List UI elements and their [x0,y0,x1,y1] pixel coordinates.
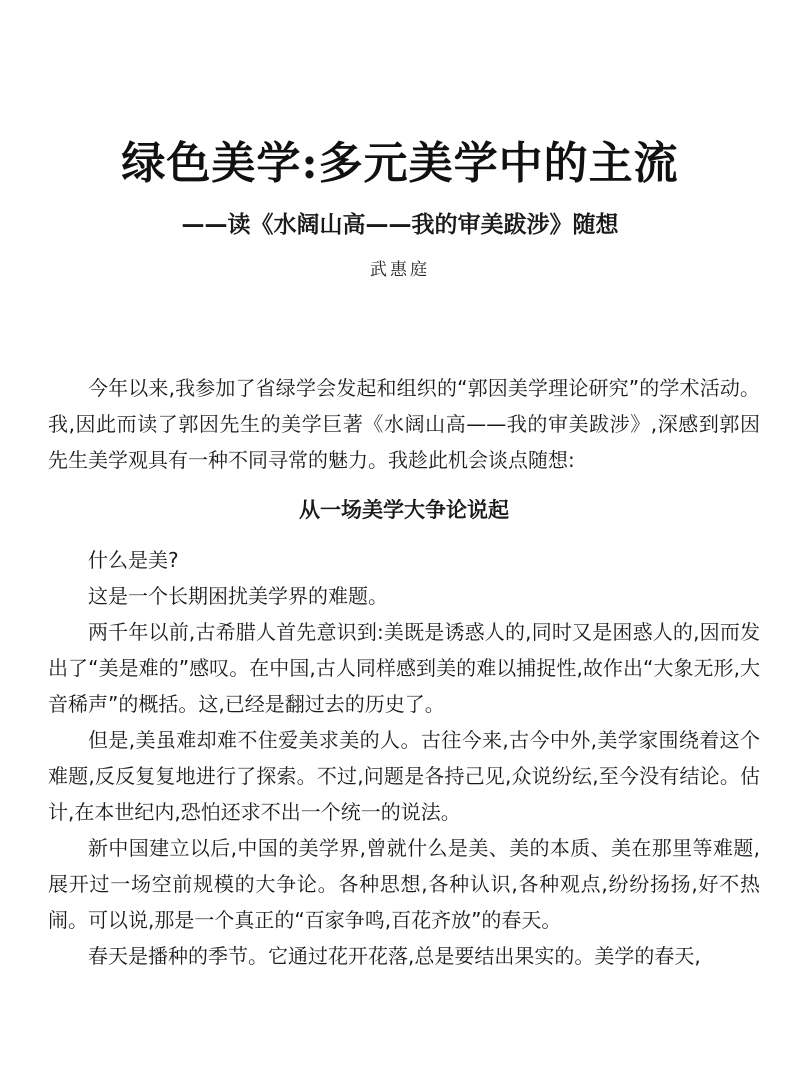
section-heading: 从一场美学大争论说起 [299,498,509,522]
article-title: 绿色美学:多元美学中的主流 [121,138,679,189]
article-author: 武惠庭 [370,260,430,280]
section-paragraph: 但是,美虽难却难不住爱美求美的人。古往今来,古今中外,美学家围绕着这个难题,反反复复地进行了探索。不过,问题是各持己见,众说纷纭,至今没有结论。估计,在本世纪内,恐怕还求不出一个统一的说法。 [48,728,760,824]
article-body [48,370,760,974]
section-paragraph: 两千年以前,古希腊人首先意识到:美既是诱惑人的,同时又是困惑人的,因而发出了“美是难的”感叹。在中国,古人同样感到美的难以捕捉性,故作出“大象无形,大音稀声”的概括。这,已经是翻过去的历史了。 [48,620,760,716]
section-paragraph: 这是一个长期困扰美学界的难题。 [88,584,388,608]
section-paragraph: 什么是美? [88,548,179,572]
intro-paragraph: 今年以来,我参加了省绿学会发起和组织的“郭因美学理论研究”的学术活动。我,因此而读了郭因先生的美学巨著《水阔山高——我的审美跋涉》,深感到郭因先生美学观具有一种不同寻常的魅力。我趁此机会谈点随想: [48,376,760,472]
section-paragraph: 春天是播种的季节。它通过花开花落,总是要结出果实的。美学的春天, [88,944,701,968]
section-paragraph: 新中国建立以后,中国的美学界,曾就什么是美、美的本质、美在那里等难题,展开过一场空前规模的大争论。各种思想,各种认识,各种观点,纷纷扬扬,好不热闹。可以说,那是一个真正的“百家争鸣,百花齐放”的春天。 [48,836,760,932]
article-subtitle: ——读《水阔山高——我的审美跋涉》随想 [181,212,619,238]
